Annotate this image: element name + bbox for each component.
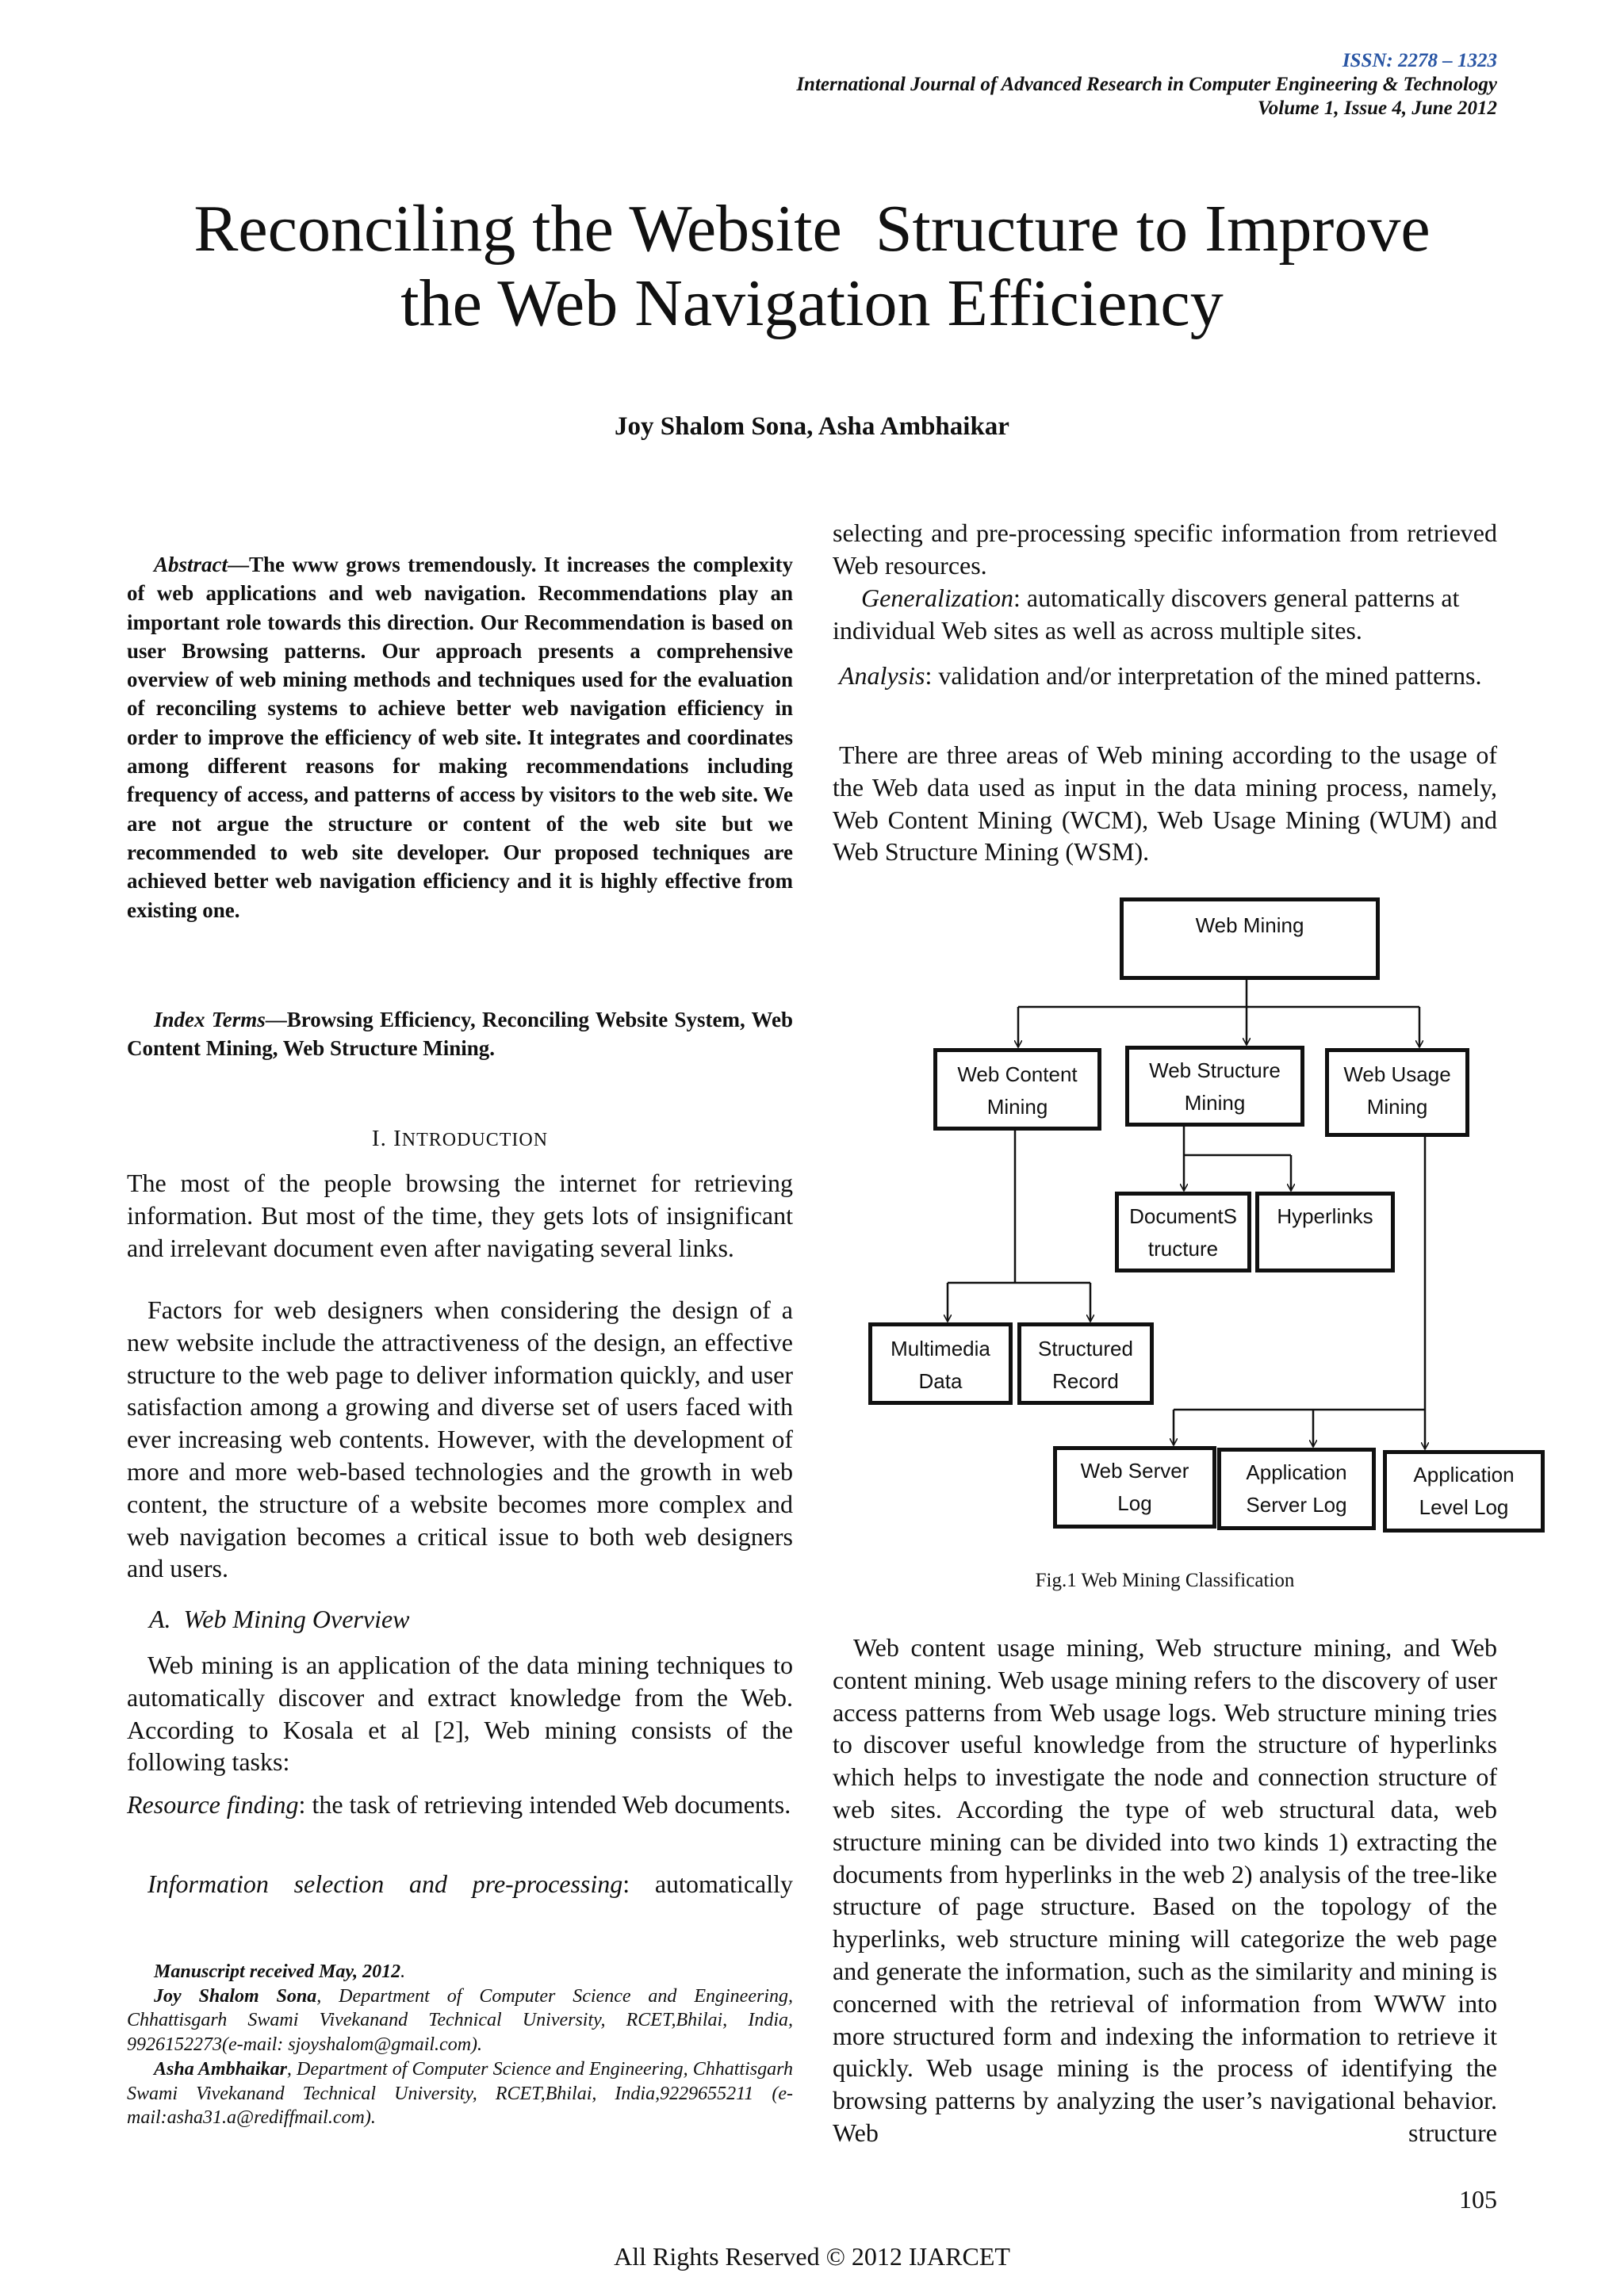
intro-paragraph-2: Factors for web designers when considering the design of a new website include the attractiveness of the design, an effective structure to the web page to deliver information quickly, and user satisfaction among a growing and diverse set of users faced with ever increasing web contents. However, with the development of more and more web-based technologies and the growth in web content, the structure of a website becomes more complex and web navigation becomes a critical issue to both web designers and users. [127,1295,793,1583]
footnote-author-1-text: , Department of Computer Science and Engineering, Chhattisgarh Swami Vivekanand Technical University, RCET,Bhilai, India, 9926152273(e-mail: sjoyshalom@gmail.com). [127,1985,793,2056]
generalization-paragraph [833,582,1497,647]
node-application-level-log: Application Level Log [1383,1450,1545,1533]
section-heading-initial: I [393,1126,402,1151]
section-heading-rest: NTRODUCTION [401,1130,549,1150]
node-hyperlinks: Hyperlinks [1255,1192,1395,1272]
web-content-paragraph: Web content usage mining, Web structure mining, and Web content mining. Web usage mining refers to the discovery of user access patterns from Web usage logs. Web structure mining tries to discover useful knowledge from the structure of hyperlinks which helps to investigate the node and connection structure of web sites. According the type of web structural data, web structure mining can be divided into two kinds 1) extracting the documents from hyperlinks in the web 2) analysis of the tree-like structure of page structure. Based on the topology of the hyperlinks, web structure mining will categorize the web page and generate the information, such as the similarity and mining is concerned with the retrieval of information from WWW into more structured form and indexing the information to retrieve it quickly. Web usage mining is the process of identifying the browsing patterns by analyzing the user’s navigational behavior. Web structure [833,1633,1498,2147]
copyright-footer: All Rights Reserved © 2012 IJARCET [614,2242,1010,2271]
section-number: I. [371,1126,387,1151]
web-mining-paragraph: Web mining is an application of the data mining techniques to automatically discover and extract knowledge from the Web. According to Kosala et al [2], Web mining consists of the following tasks: [127,1651,793,1777]
node-structured-record: Structured Record [1017,1322,1154,1405]
journal-name: International Journal of Advanced Research in Computer Engineering & Technology [796,74,1497,95]
web-mining-classification-figure [833,888,1546,1546]
node-multimedia-data: Multimedia Data [868,1322,1013,1405]
intro-paragraph-1: The most of the people browsing the internet for retrieving information. But most of the time, they gets lots of insignificant and irrelevant document even after navigating several links. [127,1169,793,1262]
title-line-1: Reconciling the Website Structure to Improve [193,192,1431,266]
node-web-structure-mining: Web Structure Mining [1125,1046,1304,1127]
journal-volume: Volume 1, Issue 4, June 2012 [1257,98,1497,119]
node-web-content-mining: Web Content Mining [933,1048,1101,1131]
selecting-paragraph: selecting and pre-processing specific information from retrieved Web resources. [833,519,1497,580]
subsection-heading: A. Web Mining Overview [149,1605,410,1633]
footnote-received: Manuscript received May, 2012. [154,1961,406,1982]
resource-finding-label: Resource finding [127,1790,299,1819]
authors: Joy Shalom Sona, Asha Ambhaikar [615,412,1009,441]
abstract-label: Abstract [154,553,228,576]
node-web-mining: Web Mining [1120,897,1380,980]
index-terms [127,1005,793,1062]
index-terms-label: Index Terms [154,1008,266,1031]
journal-header [796,49,1497,121]
information-selection-paragraph [147,1868,793,1933]
analysis-label: Analysis [839,661,925,690]
footnote-author-2 [127,2057,793,2130]
abstract-text: —The www grows tremendously. It increases the complexity of web applications and web navigation. Recommendations play an important role towards this direction. Our Recommendation is based on user Browsing patterns. Our approach presents a comprehensive overview of web mining methods and techniques used for the evaluation of reconciling systems to achieve better web navigation efficiency in order to improve the efficiency of web site. It integrates and coordinates among different reasons for making recommendations including frequency of access, and patterns of access by visitors to the web site. We are not argue the structure or content of the web site but we recommended to web site developer. Our proposed techniques are achieved better web navigation efficiency and it is highly effective from existing one. [127,553,793,922]
title-line-2: the Web Navigation Efficiency [400,266,1224,340]
issn: ISSN: 2278 – 1323 [1342,50,1497,71]
node-application-server-log: Application Server Log [1217,1448,1376,1530]
section-heading-introduction [127,1126,793,1152]
information-selection-text: : automatically [622,1869,794,1898]
page-number: 105 [1459,2185,1497,2214]
node-document-structure: DocumentS tructure [1115,1192,1251,1272]
resource-finding-text: : the task of retrieving intended Web documents. [298,1790,791,1819]
information-selection-label: Information selection and pre-processing [147,1869,623,1898]
web-mining-areas-paragraph: There are three areas of Web mining according to the usage of the Web data used as input in the data mining process, namely, Web Content Mining (WCM), Web Usage Mining (WUM) and Web Structure Mining (WSM). [833,740,1497,867]
footnote-author-2-text: , Department of Computer Science and Engineering, Chhattisgarh Swami Vivekanand Technical University, RCET,Bhilai, India,9229655211 (e-mail:asha31.a@rediffmail.com). [127,2058,793,2129]
index-terms-text: —Browsing Efficiency, Reconciling Website System, Web Content Mining, Web Structure Mining. [127,1008,793,1060]
node-web-server-log: Web Server Log [1053,1446,1216,1529]
resource-finding-paragraph [127,1789,793,1821]
footnote-author-2-name: Asha Ambhaikar [154,2058,287,2080]
analysis-paragraph [833,660,1497,692]
footnote-author-1 [127,1984,793,2057]
footnotes [127,1960,793,2130]
analysis-text: : validation and/or interpretation of the mined patterns. [925,661,1482,690]
paper-title [0,192,1624,341]
abstract [127,550,793,924]
generalization-label: Generalization [861,584,1013,612]
footnote-author-1-name: Joy Shalom Sona [154,1985,317,2007]
generalization-text: : automatically discovers general patterns at individual Web sites as well as across multiple sites. [833,584,1460,645]
node-web-usage-mining: Web Usage Mining [1325,1048,1469,1137]
figure-caption: Fig.1 Web Mining Classification [1035,1570,1295,1591]
